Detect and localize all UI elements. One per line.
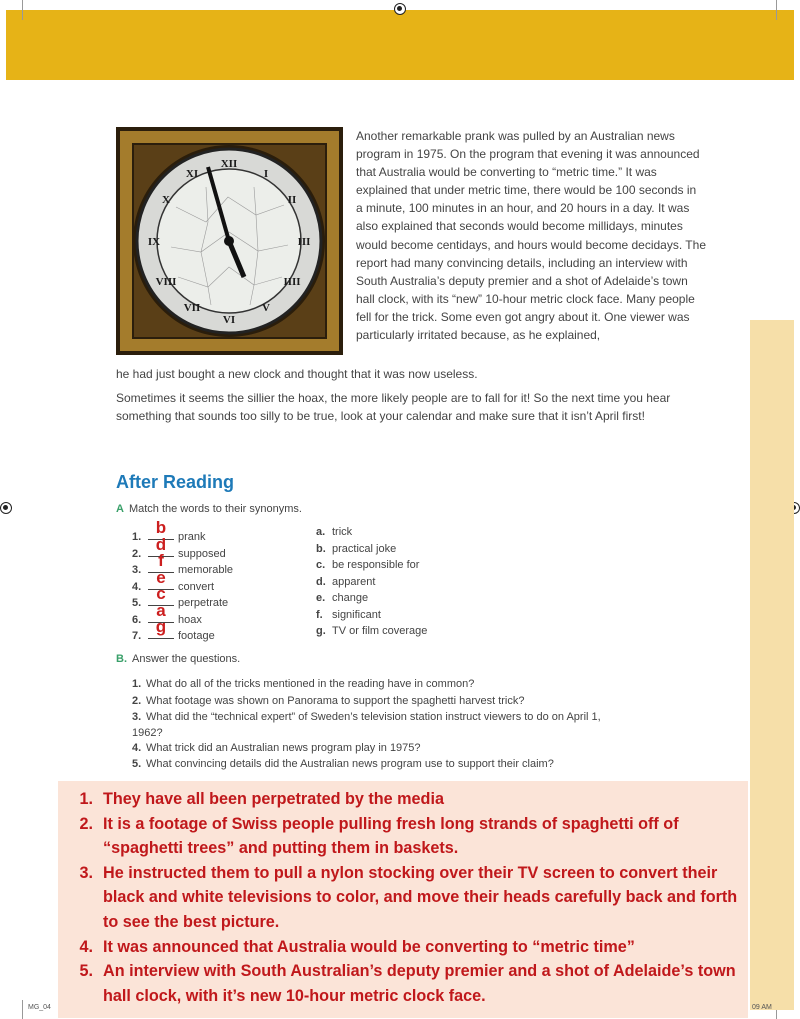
question-item: [132, 677, 712, 693]
answer-text: It was announced that Australia would be converting to “metric time”: [103, 937, 635, 956]
item-number: 2.: [132, 547, 142, 560]
question-number: 1.: [132, 678, 142, 690]
svg-text:VII: VII: [183, 302, 201, 314]
answer-number: 2.: [79, 814, 93, 833]
reading-paragraph: [356, 127, 706, 344]
synonym-item: [316, 592, 368, 608]
section-a-letter: A: [116, 503, 124, 515]
registration-mark-left: [0, 502, 12, 514]
svg-text:IX: IX: [147, 236, 161, 248]
clock-photo: [116, 127, 343, 355]
section-a-instruction: [116, 503, 302, 515]
footer-right: 09 AM: [752, 1004, 772, 1011]
question-number: 3.: [132, 711, 142, 723]
svg-text:XI: XI: [185, 168, 199, 180]
question-number: 4.: [132, 742, 142, 754]
svg-text:III: III: [297, 236, 311, 248]
item-number: 5.: [132, 597, 142, 609]
answer-number: 5.: [79, 962, 93, 981]
svg-text:XII: XII: [220, 158, 238, 170]
svg-text:VI: VI: [222, 314, 236, 326]
handwritten-answer: d: [155, 534, 167, 554]
svg-text:I: I: [263, 168, 269, 180]
handwritten-answer: b: [155, 518, 167, 537]
synonym-text: trick: [332, 526, 353, 538]
svg-text:VIII: VIII: [155, 276, 177, 288]
answer-number: 1.: [79, 790, 93, 808]
synonym-text: significant: [332, 608, 381, 621]
synonym-text: apparent: [332, 575, 376, 588]
synonym-letter: f.: [316, 608, 323, 621]
crop-mark: [22, 0, 23, 20]
question-text: What did the “technical expert” of Sweden’s television station instruct viewers to do on April 1, 1962?: [132, 711, 601, 739]
svg-text:X: X: [162, 194, 170, 206]
question-item: [132, 741, 712, 757]
handwritten-answer: c: [156, 584, 166, 603]
answer-item: [64, 861, 744, 935]
answer-blank[interactable]: [148, 617, 174, 639]
answer-text: An interview with South Australian’s deputy premier and a shot of Adelaide’s town hall clock, with it’s new 10-hour metric clock face.: [103, 962, 736, 1005]
vocab-word: memorable: [178, 564, 234, 576]
answer-item: [64, 935, 744, 960]
answer-number: 4.: [79, 937, 93, 956]
section-title: After Reading: [116, 472, 235, 492]
answer-text: It is a footage of Swiss people pulling fresh long strands of spaghetti off of “spaghetti trees” and putting them in baskets.: [103, 814, 679, 858]
synonym-letter: a.: [316, 526, 326, 538]
question-text: What trick did an Australian news program play in 1975?: [146, 742, 421, 754]
synonym-text: TV or film coverage: [332, 625, 428, 637]
crop-mark: [22, 1000, 23, 1019]
question-number: 2.: [132, 695, 142, 707]
reading-text: Another remarkable prank was pulled by an Australian news program in 1975. On the program that evening it was announced that Australia would be converting to “metric time.” It was explained that under metric time, there would be 100 seconds in a minute, 100 minutes in an hour, and 20 hours in a day. It was also explained that seconds would become millidays, minutes would become centidays, and hours would become decidays. The report had many convincing details, including an interview with South Australia’s deputy premier and a shot of Adelaide’s town hall clock, with its “new” 10-hour metric clock face. Many people fell for the trick. Some even got angry about it. One viewer was particularly irritated because, as he explained,: [356, 129, 706, 343]
svg-text:II: II: [287, 194, 297, 206]
synonym-letter: d.: [316, 575, 326, 588]
synonym-letter: b.: [316, 542, 326, 555]
synonym-letter: g.: [316, 625, 326, 637]
closing-paragraph: Sometimes it seems the sillier the hoax, the more likely people are to fall for it! So the next time you hear something that sounds too silly to be true, look at your calendar and make sure that it isn’t April first!: [116, 391, 671, 423]
synonym-item: [316, 526, 352, 542]
side-tab: [750, 320, 794, 1010]
vocab-word: footage: [178, 630, 215, 642]
handwritten-answer: f: [158, 551, 164, 570]
answer-item: [64, 959, 744, 1008]
answer-text: He instructed them to pull a nylon stocking over their TV screen to convert their black and white televisions to color, and move their heads carefully back and forth to see the best picture.: [103, 863, 738, 931]
section-b-letter: B.: [116, 653, 127, 665]
vocab-word: supposed: [178, 547, 226, 560]
answer-text: They have all been perpetrated by the media: [103, 790, 444, 808]
synonym-text: practical joke: [332, 542, 397, 555]
answer-item: [64, 812, 744, 861]
handwritten-answer: e: [156, 567, 166, 587]
synonym-text: change: [332, 592, 369, 604]
synonym-item: [316, 543, 396, 559]
answer-item: [64, 787, 744, 812]
handwritten-answer: a: [156, 600, 166, 620]
answer-number: 3.: [79, 863, 93, 882]
synonym-item: [316, 576, 375, 592]
reading-paragraph-end: he had just bought a new clock and thought that it was now useless.: [116, 367, 478, 381]
instruction-text: Match the words to their synonyms.: [128, 503, 302, 515]
svg-text:V: V: [262, 302, 270, 314]
question-item: [132, 757, 712, 773]
instruction-text: Answer the questions.: [132, 653, 241, 665]
vocab-word: perpetrate: [178, 597, 229, 609]
question-item: [132, 694, 712, 710]
item-number: 3.: [132, 564, 142, 576]
item-number: 1.: [132, 531, 142, 543]
top-banner: [6, 10, 794, 80]
crop-mark: [776, 0, 777, 20]
footer-left: MG_04: [28, 1004, 51, 1011]
section-b-instruction: [116, 653, 240, 665]
registration-mark-top: [394, 3, 406, 15]
synonym-letter: e.: [316, 592, 326, 604]
svg-text:IIII: IIII: [283, 276, 301, 288]
synonym-text: be responsible for: [332, 559, 420, 571]
item-number: 4.: [132, 580, 142, 593]
question-item: [132, 710, 612, 741]
item-number: 7.: [132, 630, 142, 642]
clock-face-icon: [116, 127, 343, 355]
handwritten-answer: g: [155, 617, 167, 636]
item-number: 6.: [132, 613, 142, 626]
synonym-item: [316, 559, 419, 575]
vocab-word: hoax: [178, 613, 202, 626]
synonym-item: [316, 625, 427, 641]
synonym-letter: c.: [316, 559, 326, 571]
question-text: What footage was shown on Panorama to support the spaghetti harvest trick?: [146, 695, 525, 707]
vocab-word: prank: [178, 531, 206, 543]
question-text: What do all of the tricks mentioned in the reading have in common?: [146, 678, 475, 690]
question-number: 5.: [132, 758, 142, 770]
vocab-word: convert: [178, 580, 215, 593]
answers-list: [64, 787, 744, 1008]
synonym-item: [316, 609, 381, 625]
question-text: What convincing details did the Australian news program use to support their claim?: [146, 758, 554, 770]
